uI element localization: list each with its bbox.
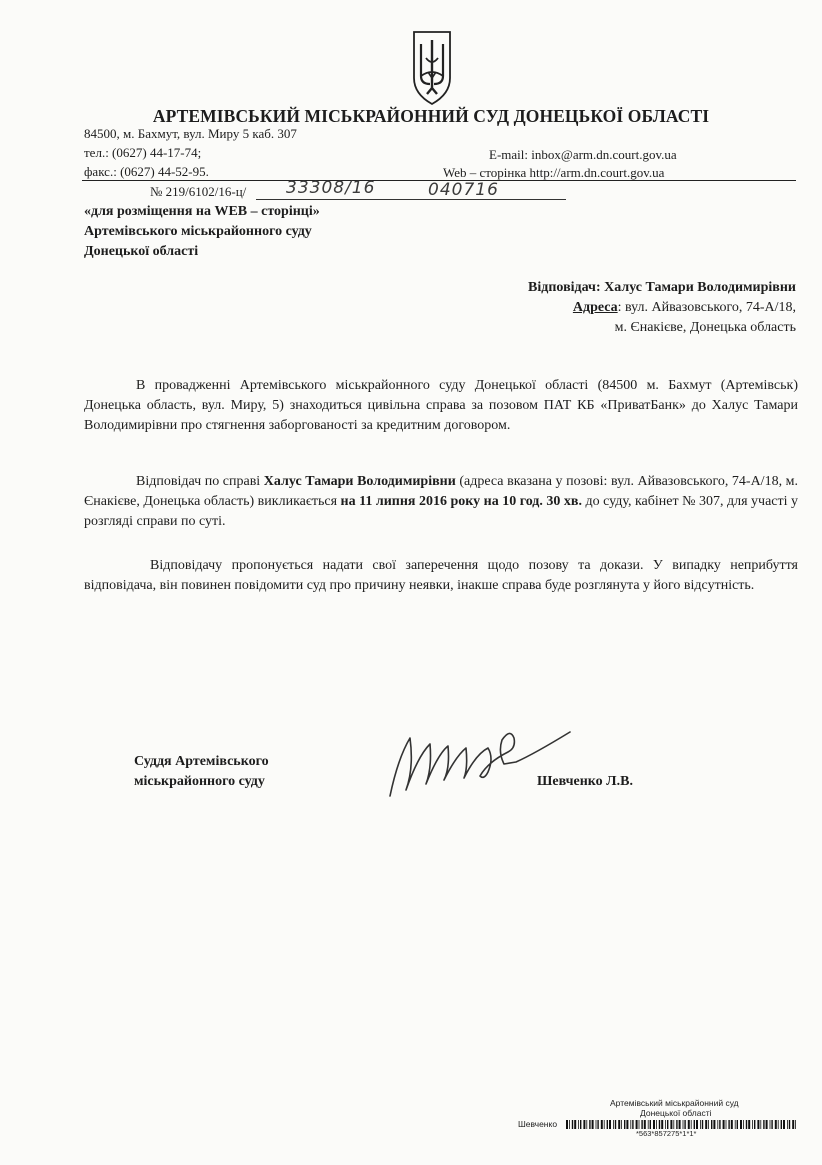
court-name-heading: АРТЕМІВСЬКИЙ МІСЬКРАЙОННИЙ СУД ДОНЕЦЬКОЇ ОБЛАСТІ xyxy=(152,106,710,126)
paragraph-summons xyxy=(84,472,798,532)
summons-text-e: до суду, кабінет № 307, для участі у розгляді справи по суті. xyxy=(84,494,799,529)
barcode-code: *563*857275*1*1* xyxy=(636,1129,697,1138)
judge-title-line-2: міськрайонного суду xyxy=(134,774,265,789)
summons-date-time: на 11 липня 2016 року на 10 год. 30 хв. xyxy=(340,494,582,509)
judge-title-line-1: Суддя Артемівського xyxy=(134,754,269,769)
recipient-line-3: Донецької області xyxy=(84,244,199,259)
barcode-icon xyxy=(566,1120,798,1129)
court-address: 84500, м. Бахмут, вул. Миру 5 каб. 307 xyxy=(84,126,297,141)
stamp-court-line-2: Донецької області xyxy=(640,1108,712,1118)
summons-defendant-name: Халус Тамари Володимирівни xyxy=(263,474,456,489)
defendant-line xyxy=(528,278,796,298)
judge-title xyxy=(134,752,269,792)
defendant-label: Відповідач: xyxy=(528,280,601,295)
judge-name: Шевченко Л.В. xyxy=(537,774,633,789)
paragraph-instructions: Відповідачу пропонується надати свої заперечення щодо позову та докази. У випадку неприбуття відповідача, він повинен повідомити суд про причину неявки, інакше справа буде розглянута у його відсутність. xyxy=(84,558,798,593)
summons-text-c: (адреса вказана у позові: вул. Айвазовського, 74-А/18, м. Єнакієве, Донецька область) викликається xyxy=(84,474,798,509)
registration-underline xyxy=(256,199,566,200)
court-fax: факс.: (0627) 44-52-95. xyxy=(84,164,209,179)
stamp-court-line-1: Артемівський міськрайонний суд xyxy=(610,1098,739,1108)
recipient-line-2: Артемівського міськрайонного суду xyxy=(84,224,312,239)
handwritten-registration-number: 33308/16 xyxy=(286,178,376,198)
recipient-line-1: «для розміщення на WEB – сторінці» xyxy=(84,204,320,219)
trident-coat-of-arms-icon xyxy=(408,28,456,108)
handwritten-registration-date: 040716 xyxy=(428,180,499,200)
address-label: Адреса xyxy=(572,300,618,315)
registration-number: № 219/6102/16-ц/ xyxy=(150,184,247,199)
defendant-name: Халус Тамари Володимирівни xyxy=(604,280,796,295)
paragraph-case-info: В провадженні Артемівського міськрайонного суду Донецької області (84500 м. Бахмут (Артемівськ) Донецька область, вул. Миру, 5) знаходиться цивільна справа за позовом ПАТ КБ «ПриватБанк» до Халус Тамари Володимирівни про стягнення заборгованості за кредитним договором. xyxy=(84,378,798,433)
defendant-address-line-1 xyxy=(573,298,796,318)
court-website: Web – сторінка http://arm.dn.court.gov.ua xyxy=(443,165,665,180)
court-email: E-mail: inbox@arm.dn.court.gov.ua xyxy=(489,147,677,162)
summons-text-a: Відповідач по справі xyxy=(136,474,264,489)
handwritten-signature xyxy=(384,718,574,804)
stamp-judge-name: Шевченко xyxy=(518,1119,558,1129)
address-value: : вул. Айвазовського, 74-А/18, xyxy=(617,300,796,315)
defendant-address-line-2: м. Єнакієве, Донецька область xyxy=(614,320,796,335)
court-phone: тел.: (0627) 44-17-74; xyxy=(84,145,202,160)
